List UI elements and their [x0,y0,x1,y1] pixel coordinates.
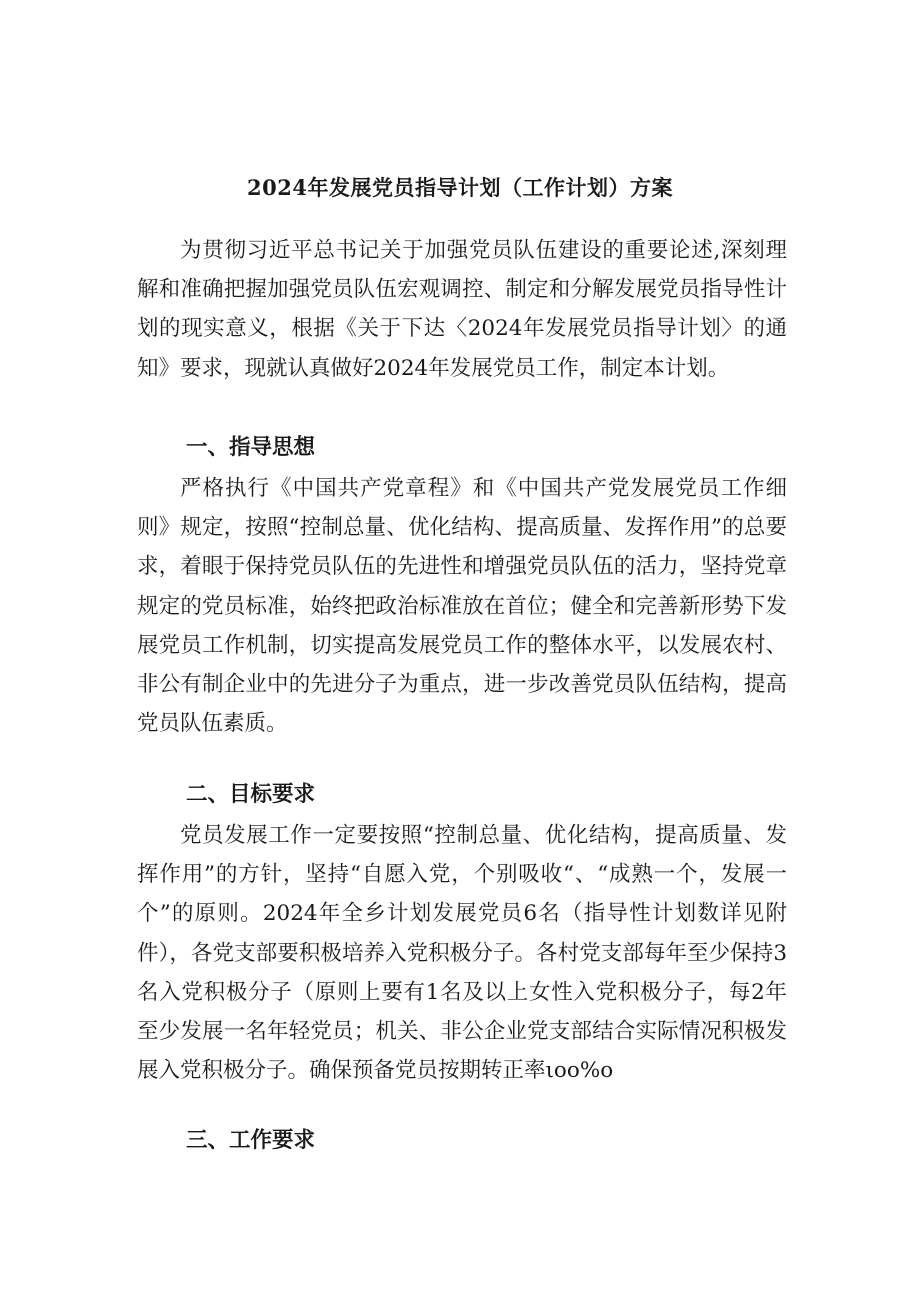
section-heading-guiding-thought: 一、指导思想 [186,435,316,460]
intro-paragraph: 为贯彻习近平总书记关于加强党员队伍建设的重要论述,深刻理解和准确把握加强党员队伍宏观调控、制定和分解发展党员指导性计划的现实意义，根据《关于下达〈2024年发展党员指导计划〉的通知》要求，现就认真做好2024年发展党员工作，制定本计划。 [137,238,787,381]
section-heading-target-requirements: 二、目标要求 [186,782,316,807]
document-title: 2024年发展党员指导计划（工作计划）方案 [247,175,673,200]
section-heading-work-requirements: 三、工作要求 [186,1128,316,1153]
section-paragraph-target-requirements: 党员发展工作一定要按照“控制总量、优化结构，提高质量、发挥作用”的方针，坚持“自愿入党，个别吸收“、“成熟一个，发展一个”的原则。2024年全乡计划发展党员6名（指导性计划数详见附件），各党支部要积极培养入党积极分子。各村党支部每年至少保持3名入党积极分子（原则上要有1名及以上女性入党积极分子，每2年至少发展一名年轻党员；机关、非公企业党支部结合实际情况积极发展入党积极分子。确保预备党员按期转正率ιoo%o [137,823,787,1084]
section-paragraph-guiding-thought: 严格执行《中国共产党章程》和《中国共产党发展党员工作细则》规定，按照“控制总量、优化结构、提高质量、发挥作用”的总要求，着眼于保持党员队伍的先进性和增强党员队伍的活力，坚持党章规定的党员标准，始终把政治标准放在首位；健全和完善新形势下发展党员工作机制，切实提高发展党员工作的整体水平，以发展农村、非公有制企业中的先进分子为重点，进一步改善党员队伍结构，提高党员队伍素质。 [137,476,787,737]
